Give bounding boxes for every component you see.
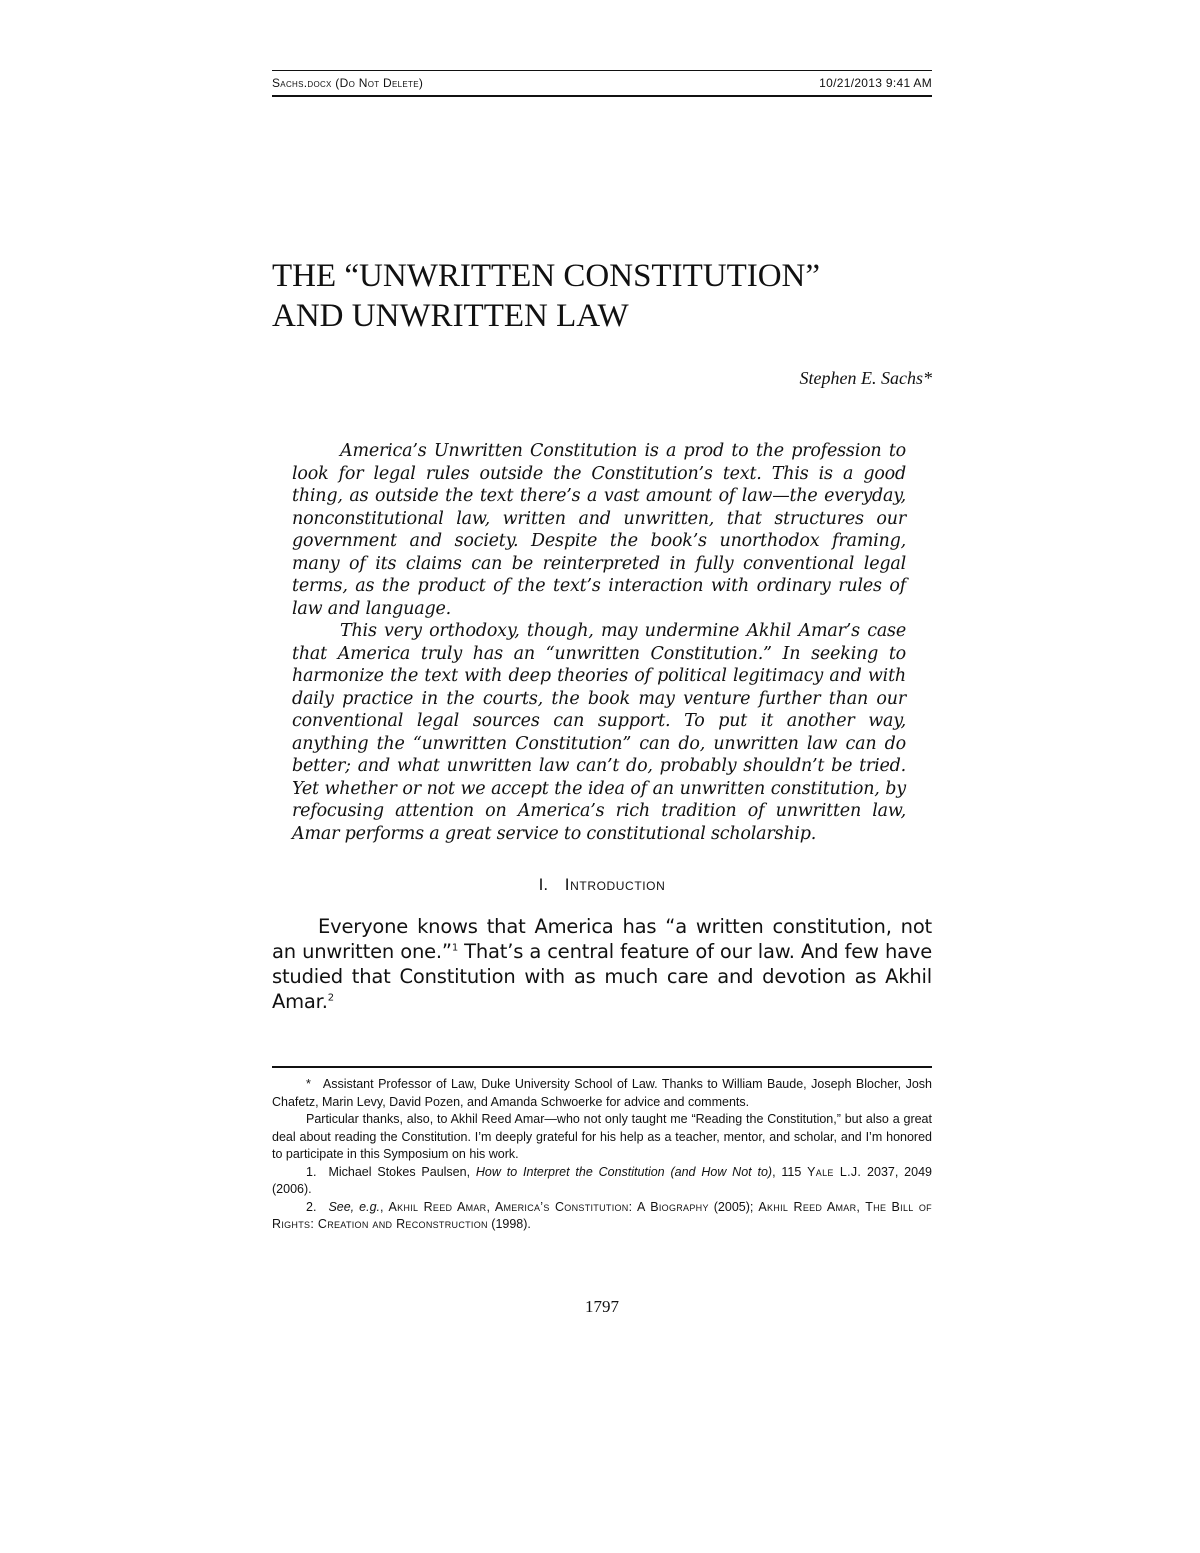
footnote-2	[272, 1199, 932, 1234]
page-number: 1797	[585, 1297, 619, 1316]
footnote-star	[272, 1076, 932, 1111]
author-name: Stephen E. Sachs*	[799, 368, 932, 388]
body-text-segment: Everyone knows that America has “a written constitution, not an unwritten one.”	[272, 915, 932, 963]
body-text	[272, 914, 932, 1014]
footnote-ref-1[interactable]: 1	[451, 942, 458, 954]
body-text-segment: That’s a central feature of our law. And few have studied that Constitution with as much care and devotion as Akhil Amar.	[272, 940, 932, 1013]
footnote-article-title: How to Interpret the Constitution (and How Not to)	[475, 1164, 773, 1179]
footnote-book-title: Akhil Reed Amar, America’s Constitution: A Biography	[388, 1199, 709, 1214]
footnote-mark: 1.	[306, 1164, 317, 1179]
footnote-text: ,	[380, 1199, 389, 1214]
abstract-paragraph: This very orthodoxy, though, may undermine Akhil Amar’s case that America truly has an “unwritten Constitution.” In seeking to harmonize the text with deep theories of political legitimacy and with daily practice in the courts, the book may venture further than our conventional legal sources can support. To put it another way, anything the “unwritten Constitution” can do, unwritten law can do better; and what unwritten law can’t do, probably shouldn’t be tried. Yet whether or not we accept the idea of an unwritten constitution, by refocusing attention on America’s rich tradition of unwritten law, Amar performs a great service to constitutional scholarship.	[292, 621, 906, 844]
footnote-divider	[272, 1066, 932, 1068]
body-paragraph	[272, 914, 932, 1014]
footnotes	[272, 1076, 932, 1234]
header-filename: Sachs.docx (Do Not Delete)	[272, 76, 424, 90]
footnote-ref-2[interactable]: 2	[327, 992, 334, 1004]
abstract-paragraph: America’s Unwritten Constitution is a prod to the profession to look for legal rules outside the Constitution’s text. This is a good thing, as outside the text there’s a vast amount of law—the everyday, nonconstitutional law, written and unwritten, that structures our government and society. Despite the book’s unorthodox framing, many of its claims can be reinterpreted in fully conventional legal terms, as the product of the text’s interaction with ordinary rules of law and language.	[292, 441, 906, 619]
document-page	[272, 0, 932, 1553]
footnote-author: Michael Stokes Paulsen,	[328, 1164, 471, 1179]
title-line-2: AND UNWRITTEN LAW	[272, 298, 629, 334]
section-number: I.	[538, 875, 549, 894]
footnote-journal: Yale L.J.	[807, 1164, 862, 1179]
running-header	[272, 70, 932, 97]
footnote-citation: 2037, 2049 (2006).	[272, 1164, 932, 1196]
section-heading	[272, 875, 932, 895]
footnote-text: , 115	[772, 1164, 808, 1179]
footnote-year: (1998).	[487, 1217, 531, 1231]
footnote-1	[272, 1164, 932, 1199]
title-line-1: THE “UNWRITTEN CONSTITUTION”	[272, 258, 821, 294]
footnote-text: Assistant Professor of Law, Duke University School of Law. Thanks to William Baude, Joseph Blocher, Josh Chafetz, Marin Levy, David Pozen, and Amanda Schwoerke for advice and comments.	[272, 1077, 932, 1109]
footnote-star-continued: Particular thanks, also, to Akhil Reed Amar—who not only taught me “Reading the Constitution,” but also a great deal about reading the Constitution. I’m deeply grateful for his help as a teacher, mentor, and scholar, and I’m honored to participate in this Symposium on his work.	[272, 1112, 932, 1161]
article-title	[272, 256, 932, 336]
footnote-mark: 2.	[306, 1199, 317, 1214]
footnote-year: (2005);	[708, 1199, 759, 1214]
section-title: Introduction	[564, 875, 666, 894]
footnote-mark: *	[306, 1077, 311, 1091]
footnote-signal: See, e.g.	[328, 1199, 380, 1214]
header-timestamp: 10/21/2013 9:41 AM	[819, 76, 932, 90]
footnote-book-title: Akhil Reed Amar, The Bill of Rights: Creation and Reconstruction	[272, 1199, 932, 1231]
abstract	[292, 440, 906, 845]
